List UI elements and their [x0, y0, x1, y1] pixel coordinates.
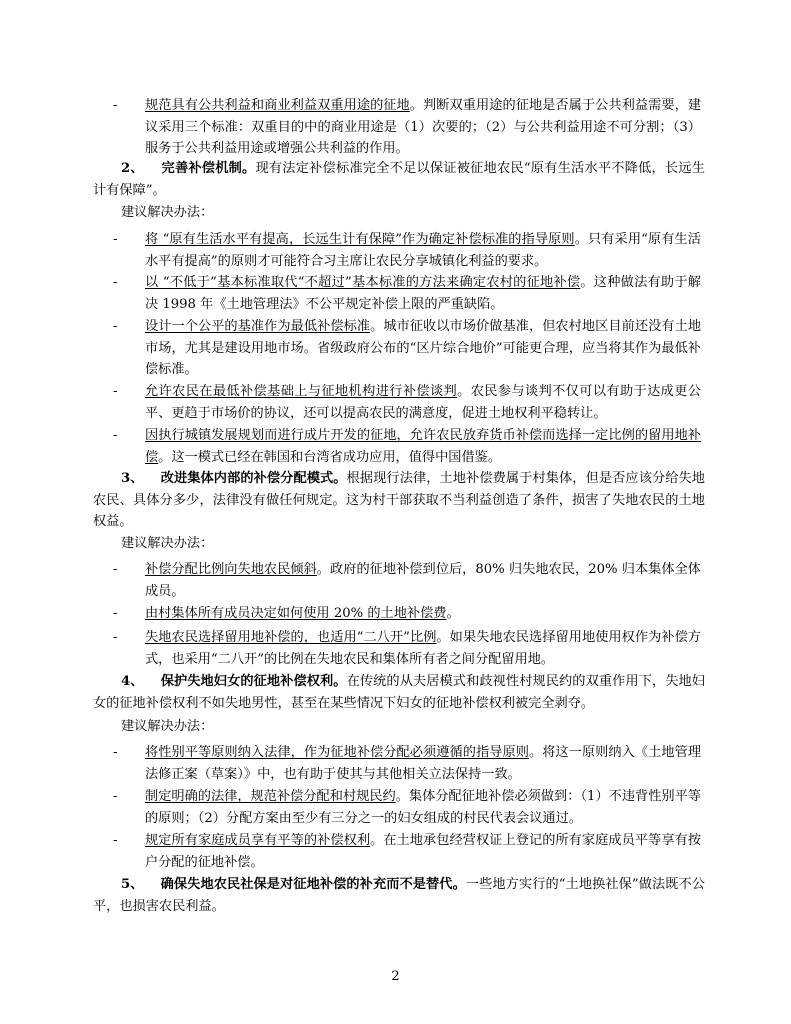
list-item: [113, 316, 701, 381]
section-4: [93, 671, 705, 714]
list-dash: -: [113, 275, 118, 290]
section-heading: 完善补偿机制。: [161, 161, 256, 176]
recommendation-detail: 。农民参与谈判不仅可以有助于达成更公平、更趋于市场价的协议，还可以提高农民的满意度，促进土地权利平稳转让。: [145, 384, 702, 421]
underlined-recommendation: 将性别平等原则纳入法律，作为征地补偿分配必须遵循的指导原则: [145, 745, 529, 760]
section-2: [93, 158, 705, 201]
list-item: [113, 830, 701, 873]
section-number: 3、: [121, 471, 144, 486]
underlined-recommendation: 规范具有公共利益和商业利益双重用途的征地: [145, 98, 410, 113]
section-heading: 保护失地妇女的征地补偿权利。: [160, 674, 347, 689]
list-dash: -: [113, 428, 118, 443]
list-item: [113, 603, 701, 625]
list-item: [113, 425, 701, 468]
list-dash: -: [113, 833, 118, 848]
section-number: 2、: [121, 161, 144, 176]
underlined-recommendation: 因执行城镇发展规划而进行成片开发的征地，允许农民放弃货币补偿而选择一定比例的留用地补偿: [145, 428, 701, 465]
list-item: [113, 786, 701, 829]
underlined-recommendation: 由村集体所有成员决定如何使用 20% 的土地补偿费: [145, 606, 447, 621]
suggestion-label: 建议解决办法：: [121, 536, 214, 551]
underlined-recommendation: 将 “原有生活水平有提高，长远生计有保障”作为确定补偿标准的指导原则: [145, 232, 575, 247]
underlined-recommendation: 制定明确的法律，规范补偿分配和村规民约: [145, 789, 396, 804]
list-item: [113, 627, 701, 670]
section-number: 5、: [121, 877, 144, 892]
list-dash: -: [113, 606, 118, 621]
recommendation-detail: 。这一模式已经在韩国和台湾省成功应用，值得中国借鉴。: [158, 449, 502, 465]
list-dash: -: [113, 562, 118, 577]
section-3: [93, 468, 705, 533]
section-text: 根据现行法律，土地补偿费属于村集体，但是否应该分给失地农民、具体分多少，法律没有做任何规定。这为村干部获取不当利益创造了条件，损害了失地农民的土地权益。: [93, 471, 705, 529]
underlined-recommendation: 设计一个公平的基准作为最低补偿标准: [145, 319, 371, 334]
section-text: 在传统的从夫居模式和歧视性村规民约的双重作用下，失地妇女的征地补偿权利不如失地男性，甚至在某些情况下妇女的征地补偿权利被完全剥夺。: [93, 674, 705, 711]
section-5: [93, 874, 705, 917]
underlined-recommendation: 补偿分配比例向失地农民倾斜: [145, 562, 317, 577]
suggestion-label: 建议解决办法：: [121, 719, 214, 734]
section-heading: 确保失地农民社保是对征地补偿的补充而不是替代。: [160, 877, 466, 892]
list-item: [113, 272, 701, 315]
list-dash: -: [113, 98, 118, 113]
list-item: [113, 95, 701, 160]
recommendation-detail: 。集体分配征地补偿必须做到：（1）不违背性别平等的原则；（2）分配方案由至少有三分之一的妇女组成的村民代表会议通过。: [145, 789, 701, 826]
recommendation-detail: 。城市征收以市场价做基准，但农村地区目前还没有土地市场，尤其是建设用地市场。省级政府公布的“区片综合地价”可能更合理，应当将其作为最低补偿标准。: [145, 319, 702, 377]
list-dash: -: [113, 630, 118, 645]
list-dash: -: [113, 232, 118, 247]
recommendation-detail: 。政府的征地补偿到位后，80% 归失地农民，20% 归本集体全体成员。: [145, 562, 701, 599]
underlined-recommendation: 允许农民在最低补偿基础上与征地机构进行补偿谈判: [145, 384, 458, 399]
recommendation-detail: 。将这一原则纳入《土地管理法修正案（草案）》中，也有助于使其与其他相关立法保持一致。: [145, 745, 702, 782]
section-number: 4、: [121, 674, 144, 689]
list-dash: -: [113, 745, 118, 760]
recommendation-detail: 。判断双重用途的征地是否属于公共利益需要，建议采用三个标准：双重目的中的商业用途是（1）次要的；（2）与公共利益用途不可分割；（3）服务于公共利益用途或增强公共利益的作用。: [145, 98, 702, 156]
list-item: [113, 229, 701, 272]
list-dash: -: [113, 789, 118, 804]
list-dash: -: [113, 319, 118, 334]
recommendation-detail: 。: [446, 606, 460, 621]
page-number: 2: [391, 969, 400, 984]
suggestion-label: 建议解决办法：: [121, 205, 214, 220]
section-text: 现有法定补偿标准完全不足以保证被征地农民“原有生活水平不降低，长远生计有保障”。: [93, 161, 705, 198]
section-text: 一些地方实行的“土地换社保”做法既不公平，也损害农民利益。: [93, 877, 705, 914]
underlined-recommendation: 失地农民选择留用地补偿的，也适用“二八开”比例: [145, 630, 437, 645]
recommendation-detail: 。只有采用“原有生活水平有提高”的原则才可能符合习主席让农民分享城镇化利益的要求。: [145, 232, 701, 269]
recommendation-detail: 。如果失地农民选择留用地使用权作为补偿方式，也采用“二八开”的比例在失地农民和集体所有者之间分配留用地。: [145, 630, 701, 667]
recommendation-detail: 。这种做法有助于解决 1998 年《土地管理法》不公平规定补偿上限的严重缺陷。: [145, 275, 701, 312]
list-item: [113, 381, 701, 424]
section-heading: 改进集体内部的补偿分配模式。: [160, 471, 347, 486]
list-dash: -: [113, 384, 118, 399]
list-item: [113, 559, 701, 602]
list-item: [113, 742, 701, 785]
recommendation-detail: 。在土地承包经营权证上登记的所有家庭成员平等享有按户分配的征地补偿。: [145, 833, 702, 870]
underlined-recommendation: 以 “不低于”基本标准取代“不超过”基本标准的方法来确定农村的征地补偿: [145, 275, 581, 290]
underlined-recommendation: 规定所有家庭成员享有平等的补偿权利: [145, 833, 371, 848]
